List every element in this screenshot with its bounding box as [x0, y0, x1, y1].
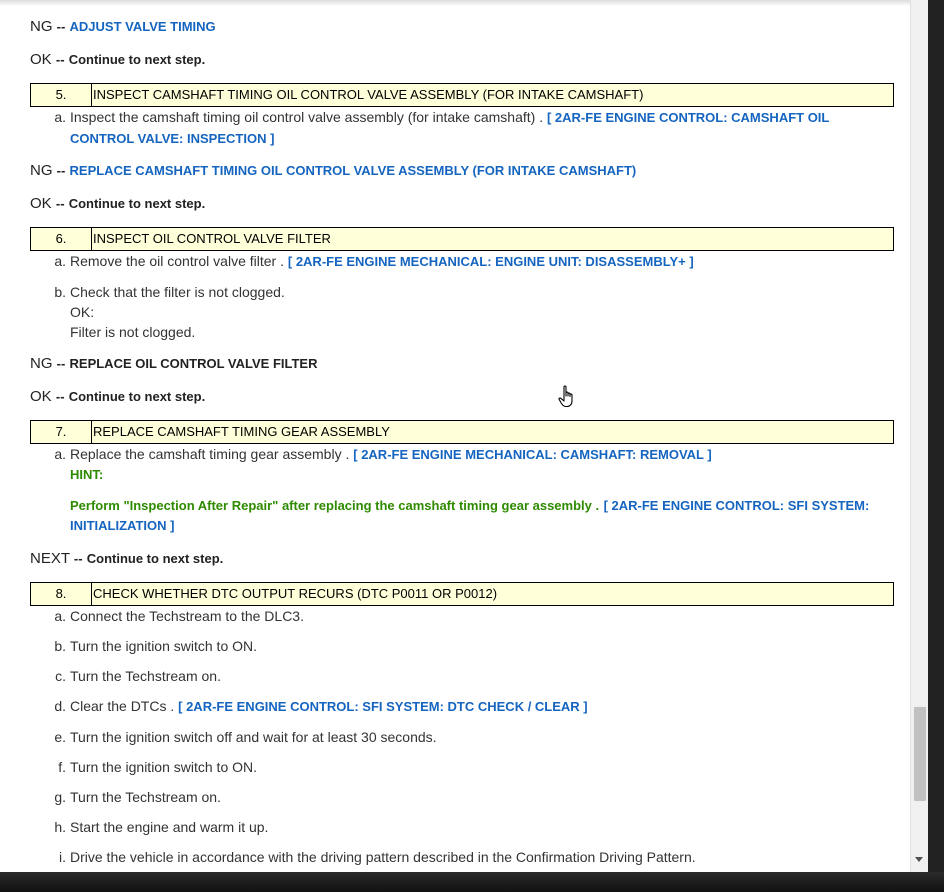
result-code: OK	[30, 195, 52, 212]
step-number: 5.	[31, 84, 92, 106]
result-separator: --	[73, 551, 83, 566]
step-8-header	[30, 582, 894, 606]
step-6-header	[30, 227, 894, 251]
adjust-valve-timing-link[interactable]: ADJUST VALVE TIMING	[69, 19, 216, 34]
list-item	[0, 284, 900, 304]
result-separator: --	[56, 163, 66, 178]
step-title: CHECK WHETHER DTC OUTPUT RECURS (DTC P0011 OR P0012)	[93, 586, 498, 601]
result-separator: --	[55, 389, 65, 404]
list-item	[0, 849, 900, 869]
item-text: Turn the ignition switch to ON.	[70, 759, 258, 775]
item-text: Turn the Techstream on.	[70, 789, 221, 805]
result-note: Continue to next step.	[68, 196, 206, 211]
hint-label: HINT:	[70, 467, 104, 482]
hand-pointer-icon	[558, 385, 578, 414]
result-code: NG	[30, 355, 53, 372]
result-code: OK	[30, 388, 52, 405]
item-letter: a.	[54, 608, 66, 624]
item-letter: d.	[54, 698, 66, 714]
step-number: 6.	[31, 228, 92, 250]
item-letter: a.	[54, 253, 66, 269]
ok-label: OK:	[70, 304, 95, 320]
result-separator: --	[55, 52, 65, 67]
item-letter: a.	[54, 109, 66, 125]
item-text: Turn the ignition switch to ON.	[70, 638, 258, 654]
result-separator: --	[56, 19, 66, 34]
result-ng-replace-filter	[30, 355, 318, 372]
result-separator: --	[55, 196, 65, 211]
sfi-initialization-link-cont[interactable]: INITIALIZATION ]	[70, 518, 175, 533]
result-code: NEXT	[30, 550, 70, 567]
item-body: Clear the DTCs .	[70, 698, 175, 714]
item-letter: e.	[54, 729, 66, 745]
item-letter: b.	[54, 284, 66, 300]
list-item	[0, 819, 900, 839]
list-item	[0, 638, 900, 658]
list-item	[0, 668, 900, 688]
item-letter: a.	[54, 446, 66, 462]
result-separator: --	[56, 356, 66, 371]
result-ng-replace-ocv	[30, 162, 636, 179]
list-item	[0, 253, 900, 273]
item-text: Drive the vehicle in accordance with the driving pattern described in the Confirmation Driving Pattern.	[70, 849, 696, 865]
item-body: Replace the camshaft timing gear assembly .	[70, 446, 350, 462]
item-letter: b.	[54, 638, 66, 654]
list-item	[0, 608, 900, 628]
result-code: NG	[30, 162, 53, 179]
result-ng-adjust-valve-timing	[30, 18, 216, 35]
item-letter: f.	[58, 759, 66, 775]
item-body: Remove the oil control valve filter .	[70, 253, 284, 269]
list-item	[0, 789, 900, 809]
list-item	[0, 446, 900, 466]
item-text: Check that the filter is not clogged.	[70, 284, 285, 300]
result-note: Continue to next step.	[68, 389, 206, 404]
item-letter: h.	[54, 819, 66, 835]
item-letter: i.	[59, 849, 66, 865]
result-note: Continue to next step.	[68, 52, 206, 67]
result-next-continue	[30, 550, 223, 567]
step-title: REPLACE CAMSHAFT TIMING GEAR ASSEMBLY	[93, 424, 390, 439]
camshaft-removal-link[interactable]: [ 2AR-FE ENGINE MECHANICAL: CAMSHAFT: REMOVAL ]	[353, 447, 712, 462]
step-number: 8.	[31, 583, 92, 605]
result-ok-continue	[30, 195, 205, 212]
item-letter: g.	[54, 789, 66, 805]
result-note: Continue to next step.	[86, 551, 224, 566]
item-text: Connect the Techstream to the DLC3.	[70, 608, 304, 624]
result-note: REPLACE OIL CONTROL VALVE FILTER	[69, 356, 318, 371]
result-code: OK	[30, 51, 52, 68]
scroll-down-arrow-icon[interactable]	[915, 857, 923, 862]
item-letter: c.	[55, 668, 66, 684]
hint-text: Perform "Inspection After Repair" after replacing the camshaft timing gear assembly .	[70, 498, 600, 513]
list-item	[0, 109, 900, 129]
camshaft-oil-control-valve-inspection-link-cont[interactable]: CONTROL VALVE: INSPECTION ]	[70, 131, 275, 146]
ok-spec: Filter is not clogged.	[70, 324, 196, 340]
result-code: NG	[30, 18, 53, 35]
step-number: 7.	[31, 421, 92, 443]
window-right-edge	[928, 0, 944, 892]
list-item	[0, 759, 900, 779]
item-text: Start the engine and warm it up.	[70, 819, 269, 835]
item-text	[70, 446, 712, 462]
step-title: INSPECT CAMSHAFT TIMING OIL CONTROL VALVE ASSEMBLY (FOR INTAKE CAMSHAFT)	[93, 87, 644, 102]
item-text: Turn the ignition switch off and wait for at least 30 seconds.	[70, 729, 437, 745]
step-title: INSPECT OIL CONTROL VALVE FILTER	[93, 231, 331, 246]
top-shadow	[0, 0, 910, 6]
hint-body	[70, 497, 869, 515]
item-text: Turn the Techstream on.	[70, 668, 221, 684]
step-7-header	[30, 420, 894, 444]
vertical-scrollbar[interactable]	[910, 0, 929, 872]
result-ok-continue	[30, 51, 205, 68]
scrollbar-thumb[interactable]	[914, 707, 926, 801]
engine-unit-disassembly-link[interactable]: [ 2AR-FE ENGINE MECHANICAL: ENGINE UNIT: DISASSEMBLY+ ]	[287, 254, 694, 269]
window-bottom-edge	[0, 872, 944, 892]
camshaft-oil-control-valve-inspection-link[interactable]: [ 2AR-FE ENGINE CONTROL: CAMSHAFT OIL	[546, 110, 830, 125]
step-5-header	[30, 83, 894, 107]
replace-ocv-assembly-link[interactable]: REPLACE CAMSHAFT TIMING OIL CONTROL VALVE ASSEMBLY (FOR INTAKE CAMSHAFT)	[69, 163, 637, 178]
item-text	[70, 109, 829, 125]
item-text	[70, 698, 588, 714]
sfi-initialization-link[interactable]: [ 2AR-FE ENGINE CONTROL: SFI SYSTEM:	[603, 498, 870, 513]
item-body: Inspect the camshaft timing oil control valve assembly (for intake camshaft) .	[70, 109, 544, 125]
dtc-check-clear-link[interactable]: [ 2AR-FE ENGINE CONTROL: SFI SYSTEM: DTC CHECK / CLEAR ]	[178, 699, 588, 714]
item-text	[70, 253, 694, 269]
list-item	[0, 729, 900, 749]
list-item	[0, 698, 900, 718]
result-ok-continue	[30, 388, 205, 405]
